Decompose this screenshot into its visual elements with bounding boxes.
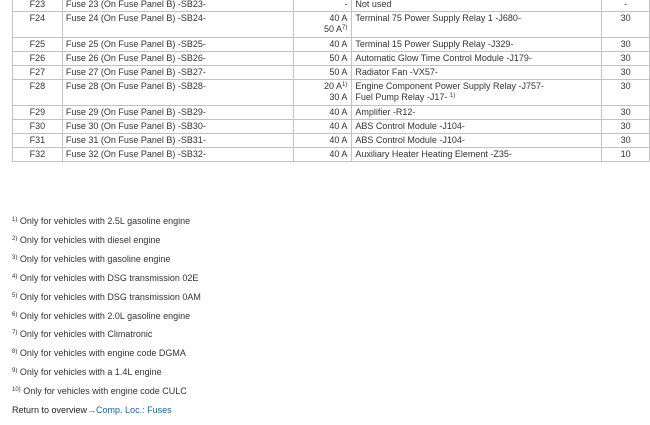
component-cell bbox=[352, 148, 602, 162]
component-cell bbox=[352, 52, 602, 66]
table-row bbox=[13, 134, 650, 148]
fuse-id: F26 bbox=[29, 53, 46, 63]
component-name: Terminal 75 Power Supply Relay 1 -J680- bbox=[355, 13, 521, 23]
fuse-rating-cell bbox=[293, 106, 352, 120]
fuse-id-cell bbox=[13, 0, 63, 12]
terminal-cell bbox=[602, 66, 650, 80]
fuse-table bbox=[12, 0, 650, 162]
footnote-text: Only for vehicles with gasoline engine bbox=[19, 253, 171, 264]
terminal-cell bbox=[602, 0, 650, 12]
fuse-description: Fuse 30 (On Fuse Panel B) -SB30- bbox=[65, 121, 206, 131]
fuse-description: Fuse 23 (On Fuse Panel B) -SB23- bbox=[65, 0, 206, 9]
terminal-value: 30 bbox=[620, 135, 631, 145]
fuse-id: F31 bbox=[29, 135, 46, 145]
fuse-rating-alt: 50 A bbox=[323, 24, 343, 34]
footnote-item bbox=[12, 386, 187, 397]
fuse-id: F24 bbox=[29, 13, 46, 23]
fuse-id: F28 bbox=[29, 81, 46, 91]
fuse-id-cell bbox=[13, 38, 63, 52]
arrow-right-icon: → bbox=[87, 405, 97, 415]
terminal-value: - bbox=[624, 0, 628, 9]
fuse-description-cell bbox=[62, 12, 293, 38]
component-name: Engine Component Power Supply Relay -J757- bbox=[355, 81, 544, 91]
fuse-description: Fuse 31 (On Fuse Panel B) -SB31- bbox=[65, 135, 206, 145]
fuse-rating-cell bbox=[293, 120, 352, 134]
footnote-ref: 1) bbox=[449, 93, 456, 99]
return-link[interactable] bbox=[87, 405, 172, 415]
component-name: Automatic Glow Time Control Module -J179- bbox=[355, 53, 532, 63]
component-name: Amplifier -R12- bbox=[355, 107, 416, 117]
table-row bbox=[13, 120, 650, 134]
fuse-id-cell bbox=[13, 66, 63, 80]
terminal-cell bbox=[602, 38, 650, 52]
fuse-description-cell bbox=[62, 38, 293, 52]
fuse-id-cell bbox=[13, 52, 63, 66]
footnote-text: Only for vehicles with DSG transmission 0AM bbox=[19, 291, 201, 302]
footnote-number: 6) bbox=[12, 311, 18, 318]
fuse-rating-cell bbox=[293, 52, 352, 66]
terminal-value: 30 bbox=[620, 39, 631, 49]
fuse-description-cell bbox=[62, 120, 293, 134]
footnote-number: 8) bbox=[12, 349, 18, 356]
component-cell bbox=[352, 134, 602, 148]
fuse-rating-cell bbox=[293, 148, 352, 162]
fuse-rating: 40 A bbox=[329, 39, 348, 49]
fuse-rating-cell bbox=[293, 80, 352, 106]
table-row bbox=[13, 38, 650, 52]
component-cell bbox=[352, 12, 602, 38]
fuse-description: Fuse 28 (On Fuse Panel B) -SB28- bbox=[65, 81, 206, 91]
fuse-id-cell bbox=[13, 120, 63, 134]
fuse-rating: 20 A bbox=[323, 81, 343, 91]
table-row bbox=[13, 80, 650, 106]
fuse-description-cell bbox=[62, 80, 293, 106]
terminal-value: 30 bbox=[620, 67, 631, 77]
fuse-description-cell bbox=[62, 0, 293, 12]
footnote-number: 4) bbox=[12, 273, 18, 280]
terminal-cell bbox=[602, 120, 650, 134]
footnote-text: Only for vehicles with 2.0L gasoline engine bbox=[19, 310, 191, 321]
footnote-ref: 1) bbox=[342, 82, 348, 88]
terminal-cell bbox=[602, 52, 650, 66]
fuse-rating: - bbox=[344, 0, 348, 9]
fuse-id-cell bbox=[13, 134, 63, 148]
component-name-alt: Fuel Pump Relay -J17- bbox=[355, 92, 448, 102]
footnote-text: Only for vehicles with engine code DGMA bbox=[19, 348, 186, 359]
fuse-rating-alt: 30 A bbox=[329, 92, 348, 102]
return-to-overview bbox=[12, 405, 172, 416]
fuse-description-cell bbox=[62, 148, 293, 162]
footnote-number: 5) bbox=[12, 292, 18, 299]
fuse-id: F32 bbox=[29, 149, 46, 159]
footnote-text: Only for vehicles with Climatronic bbox=[19, 329, 153, 340]
table-row bbox=[13, 148, 650, 162]
fuse-rating-cell bbox=[293, 134, 352, 148]
component-name: ABS Control Module -J104- bbox=[355, 121, 465, 131]
table-row bbox=[13, 12, 650, 38]
footnote-number: 1) bbox=[12, 217, 18, 223]
footnote-item bbox=[12, 235, 160, 246]
footnote-text: Only for vehicles with 2.5L gasoline engine bbox=[19, 216, 191, 226]
footnote-item bbox=[12, 254, 170, 265]
fuse-rating-cell bbox=[293, 38, 352, 52]
terminal-cell bbox=[602, 80, 650, 106]
component-name: Terminal 15 Power Supply Relay -J329- bbox=[355, 39, 514, 49]
fuse-description-cell bbox=[62, 52, 293, 66]
fuse-description-cell bbox=[62, 106, 293, 120]
fuse-rating: 50 A bbox=[329, 67, 348, 77]
terminal-value: 30 bbox=[620, 13, 631, 23]
footnote-number: 10) bbox=[12, 387, 21, 394]
fuse-rating: 40 A bbox=[329, 121, 348, 131]
terminal-value: 30 bbox=[620, 53, 631, 63]
fuse-description: Fuse 27 (On Fuse Panel B) -SB27- bbox=[65, 67, 206, 77]
fuse-rating: 50 A bbox=[329, 53, 348, 63]
fuse-description: Fuse 32 (On Fuse Panel B) -SB32- bbox=[65, 149, 206, 159]
terminal-value: 30 bbox=[620, 81, 631, 91]
fuse-rating: 40 A bbox=[329, 135, 348, 145]
footnote-number: 9) bbox=[12, 368, 18, 375]
fuse-description: Fuse 25 (On Fuse Panel B) -SB25- bbox=[65, 39, 206, 49]
component-cell bbox=[352, 66, 602, 80]
fuse-description: Fuse 29 (On Fuse Panel B) -SB29- bbox=[65, 107, 206, 117]
terminal-cell bbox=[602, 12, 650, 38]
table-row bbox=[13, 52, 650, 66]
fuse-rating-cell bbox=[293, 0, 352, 12]
fuse-rating: 40 A bbox=[329, 149, 348, 159]
fuse-id: F30 bbox=[29, 121, 46, 131]
fuse-id-cell bbox=[13, 80, 63, 106]
footnote-item bbox=[12, 367, 162, 378]
footnote-text: Only for vehicles with diesel engine bbox=[19, 234, 161, 245]
fuse-description: Fuse 26 (On Fuse Panel B) -SB26- bbox=[65, 53, 206, 63]
component-name: Radiator Fan -VX57- bbox=[355, 67, 438, 77]
component-cell bbox=[352, 106, 602, 120]
component-cell bbox=[352, 0, 602, 12]
footnote-number: 3) bbox=[12, 254, 18, 261]
fuse-description-cell bbox=[62, 66, 293, 80]
fuse-id-cell bbox=[13, 148, 63, 162]
footnote-item bbox=[12, 216, 190, 227]
footnote-item bbox=[12, 329, 152, 340]
terminal-cell bbox=[602, 134, 650, 148]
footnote-item bbox=[12, 311, 190, 322]
fuse-rating-cell bbox=[293, 66, 352, 80]
component-cell bbox=[352, 120, 602, 134]
footnote-text: Only for vehicles with DSG transmission 02E bbox=[19, 272, 199, 283]
terminal-value: 30 bbox=[620, 107, 631, 117]
component-cell bbox=[352, 80, 602, 106]
fuse-rating: 40 A bbox=[329, 13, 348, 23]
fuse-rating: 40 A bbox=[329, 107, 348, 117]
fuse-id: F29 bbox=[29, 107, 46, 117]
fuse-table-body bbox=[13, 0, 650, 162]
footnote-ref: 7) bbox=[342, 25, 348, 31]
terminal-cell bbox=[602, 148, 650, 162]
fuse-rating-cell bbox=[293, 12, 352, 38]
component-name: ABS Control Module -J104- bbox=[355, 135, 465, 145]
fuse-id-cell bbox=[13, 12, 63, 38]
footnote-text: Only for vehicles with engine code CULC bbox=[23, 386, 187, 397]
table-row bbox=[13, 106, 650, 120]
footnote-item bbox=[12, 292, 201, 303]
component-name: Not used bbox=[355, 0, 392, 9]
table-row bbox=[13, 0, 650, 12]
terminal-cell bbox=[602, 106, 650, 120]
table-row bbox=[13, 66, 650, 80]
footnote-item bbox=[12, 348, 186, 359]
footnote-item bbox=[12, 273, 198, 284]
fuse-id: F23 bbox=[29, 0, 46, 9]
terminal-value: 10 bbox=[620, 149, 631, 159]
footnote-number: 2) bbox=[12, 235, 18, 242]
footnote-number: 7) bbox=[12, 330, 18, 337]
footnote-text: Only for vehicles with a 1.4L engine bbox=[19, 367, 162, 378]
return-text: Return to overview bbox=[12, 405, 88, 415]
component-cell bbox=[352, 38, 602, 52]
fuse-id: F25 bbox=[29, 39, 46, 49]
component-name: Auxiliary Heater Heating Element -Z35- bbox=[355, 149, 512, 159]
fuse-id: F27 bbox=[29, 67, 46, 77]
return-link-label: Comp. Loc.: Fuses bbox=[96, 405, 172, 415]
fuse-description-cell bbox=[62, 134, 293, 148]
fuse-description: Fuse 24 (On Fuse Panel B) -SB24- bbox=[65, 13, 206, 23]
terminal-value: 30 bbox=[620, 121, 631, 131]
fuse-id-cell bbox=[13, 106, 63, 120]
